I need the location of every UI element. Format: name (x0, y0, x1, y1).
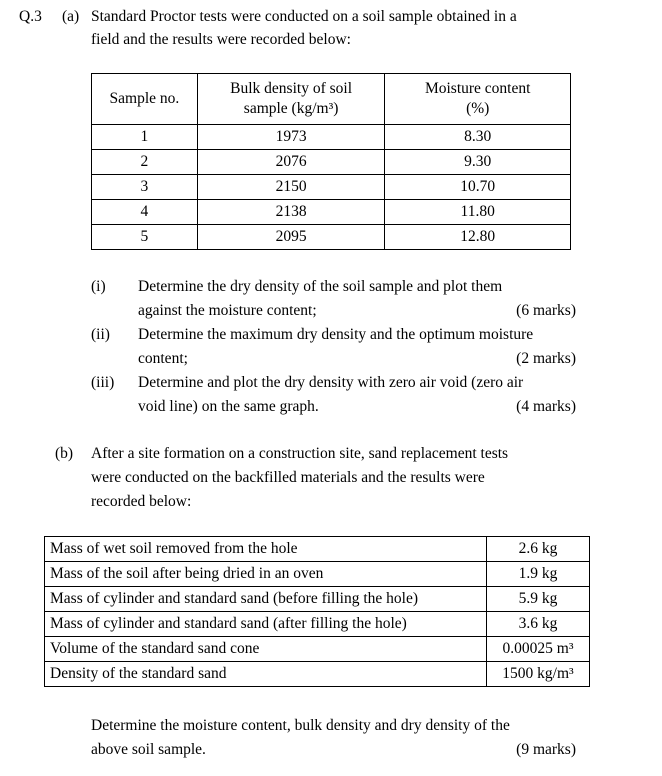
subq-iii-line1: Determine and plot the dry density with zero air void (zero air (138, 374, 524, 391)
row-label: Volume of the standard sand cone (45, 637, 487, 662)
row-label: Mass of the soil after being dried in an oven (45, 562, 487, 587)
subq-ii-line2: content; (138, 350, 188, 367)
table-row (45, 562, 590, 587)
cell-moisture: 10.70 (385, 175, 571, 200)
row-label: Density of the standard sand (45, 662, 487, 687)
subq-i-line2: against the moisture content; (138, 302, 317, 319)
table-row (92, 200, 571, 225)
subq-i-line1: Determine the dry density of the soil sample and plot them (138, 278, 503, 295)
cell-bulk-density: 1973 (197, 125, 385, 150)
final-marks: (9 marks) (516, 741, 576, 758)
row-label: Mass of wet soil removed from the hole (45, 537, 487, 562)
header-bulk-density-line1: Bulk density of soil (230, 80, 353, 97)
table-row (45, 612, 590, 637)
cell-moisture: 8.30 (385, 125, 571, 150)
subq-ii-marks: (2 marks) (516, 350, 576, 367)
header-bulk-density (197, 74, 385, 125)
cell-bulk-density: 2095 (197, 225, 385, 250)
cell-sample: 2 (92, 150, 198, 175)
table-row (45, 587, 590, 612)
header-moisture-line2: (%) (466, 100, 490, 117)
final-line1: Determine the moisture content, bulk density and dry density of the (91, 717, 510, 734)
cell-bulk-density: 2150 (197, 175, 385, 200)
table-row (45, 637, 590, 662)
subq-i-label: (i) (91, 278, 106, 295)
subq-iii-label: (iii) (91, 374, 115, 391)
table-row (92, 175, 571, 200)
part-b-line1: After a site formation on a construction site, sand replacement tests (91, 445, 509, 462)
cell-bulk-density: 2076 (197, 150, 385, 175)
row-value: 3.6 kg (487, 612, 590, 637)
row-value: 5.9 kg (487, 587, 590, 612)
header-bulk-density-line2: sample (kg/m³) (243, 100, 339, 117)
sand-replacement-table (44, 536, 590, 687)
row-label: Mass of cylinder and standard sand (before filling the hole) (45, 587, 487, 612)
subq-iii-line2: void line) on the same graph. (138, 398, 319, 415)
part-b-label: (b) (55, 445, 74, 462)
header-moisture-content (385, 74, 571, 125)
table-row (92, 125, 571, 150)
cell-moisture: 12.80 (385, 225, 571, 250)
part-b-line3: recorded below: (91, 493, 192, 510)
row-value: 0.00025 m³ (487, 637, 590, 662)
subq-ii-label: (ii) (91, 326, 110, 343)
part-a-text-line2: field and the results were recorded below: (91, 31, 351, 48)
table-row (92, 225, 571, 250)
part-a-label: (a) (62, 8, 80, 25)
cell-moisture: 11.80 (385, 200, 571, 225)
final-line2: above soil sample. (91, 741, 206, 758)
row-value: 1500 kg/m³ (487, 662, 590, 687)
header-sample-no: Sample no. (92, 74, 198, 125)
cell-sample: 5 (92, 225, 198, 250)
table-row (92, 150, 571, 175)
table-row (45, 662, 590, 687)
header-moisture-line1: Moisture content (424, 80, 531, 97)
cell-sample: 1 (92, 125, 198, 150)
cell-sample: 4 (92, 200, 198, 225)
row-value: 2.6 kg (487, 537, 590, 562)
cell-moisture: 9.30 (385, 150, 571, 175)
part-b-line2: were conducted on the backfilled materials and the results were (91, 469, 485, 486)
proctor-results-table (91, 73, 571, 250)
row-label: Mass of cylinder and standard sand (after filling the hole) (45, 612, 487, 637)
subq-ii-line1: Determine the maximum dry density and the optimum moisture (138, 326, 534, 343)
part-a-text-line1: Standard Proctor tests were conducted on a soil sample obtained in a (91, 8, 517, 25)
subq-i-marks: (6 marks) (516, 302, 576, 319)
cell-sample: 3 (92, 175, 198, 200)
table-row (45, 537, 590, 562)
subq-iii-marks: (4 marks) (516, 398, 576, 415)
question-number: Q.3 (19, 8, 42, 25)
row-value: 1.9 kg (487, 562, 590, 587)
cell-bulk-density: 2138 (197, 200, 385, 225)
table-header-row (92, 74, 571, 125)
